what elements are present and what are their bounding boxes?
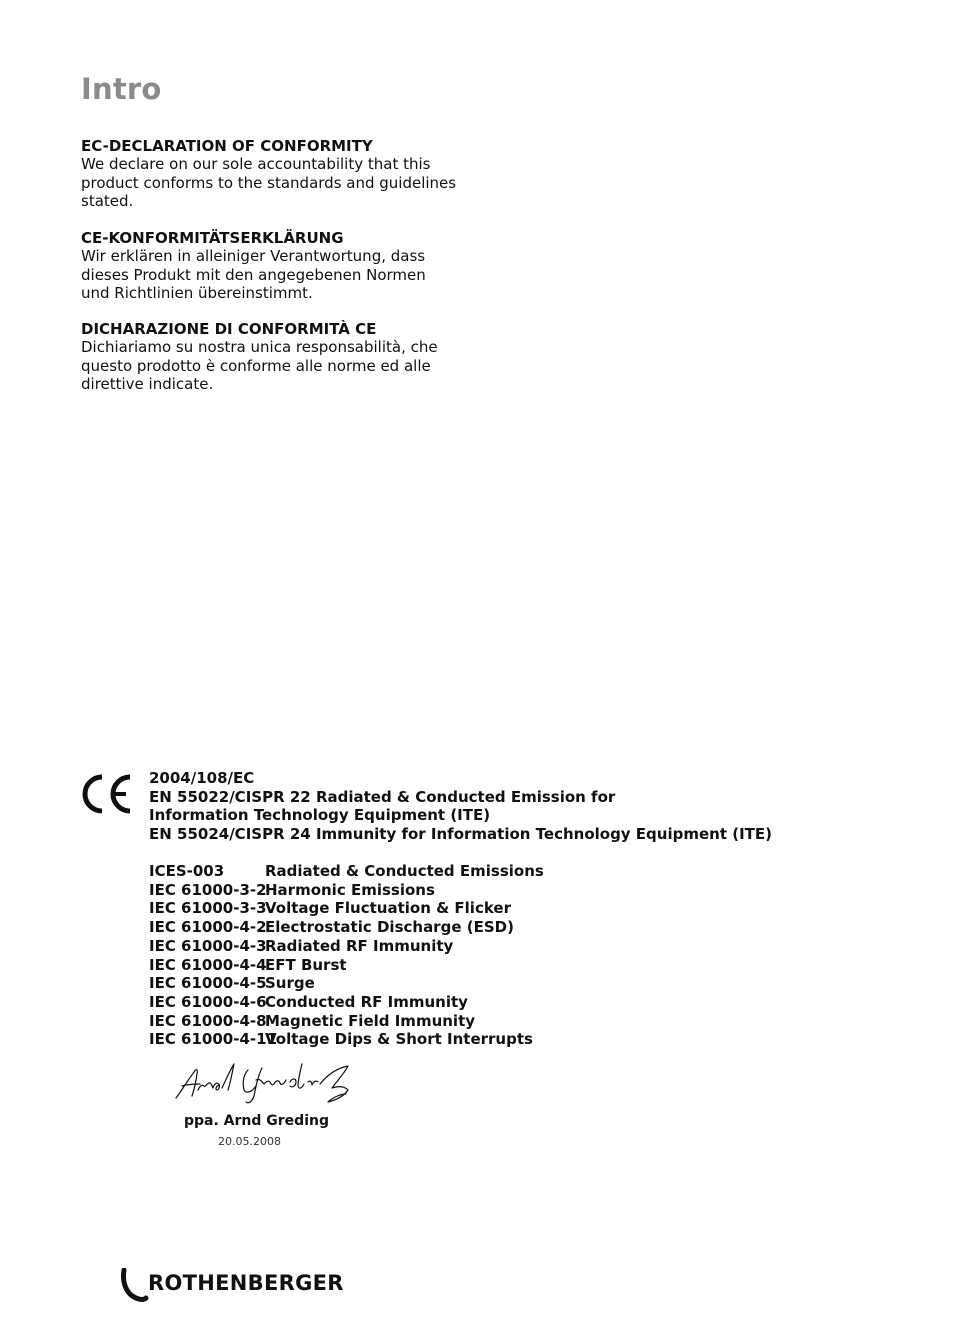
signer-name: ppa. Arnd Greding bbox=[184, 1113, 329, 1129]
standards-table bbox=[149, 862, 544, 1049]
directive-line: 2004/108/EC bbox=[149, 769, 255, 787]
standard-description: Radiated RF Immunity bbox=[265, 936, 454, 955]
declaration-german bbox=[81, 229, 501, 302]
standard-row bbox=[149, 862, 544, 881]
declaration-line: und Richtlinien übereinstimmt. bbox=[81, 283, 313, 302]
signature-date: 20.05.2008 bbox=[218, 1135, 281, 1148]
standard-row bbox=[149, 1012, 544, 1031]
standard-description: EFT Burst bbox=[265, 955, 347, 974]
standard-code: IEC 61000-4-2 bbox=[149, 918, 267, 937]
standard-code: IEC 61000-4-11 bbox=[149, 1030, 278, 1049]
standard-code: IEC 61000-4-4 bbox=[149, 955, 267, 974]
standard-description: Voltage Dips & Short Interrupts bbox=[265, 1030, 533, 1049]
brand-name: ROTHENBERGER bbox=[148, 1271, 344, 1295]
standard-code: IEC 61000-4-5 bbox=[149, 974, 267, 993]
standard-description: Magnetic Field Immunity bbox=[265, 1011, 476, 1030]
declaration-line: product conforms to the standards and guidelines bbox=[81, 173, 457, 192]
directive-line: EN 55024/CISPR 24 Immunity for Information Technology Equipment (ITE) bbox=[149, 825, 772, 844]
declaration-heading: DICHARAZIONE DI CONFORMITÀ CE bbox=[81, 320, 377, 338]
declaration-line: direttive indicate. bbox=[81, 374, 214, 393]
declaration-italian bbox=[81, 320, 501, 393]
ce-mark-icon bbox=[80, 773, 134, 815]
declaration-heading: EC-DECLARATION OF CONFORMITY bbox=[81, 137, 373, 155]
standard-row bbox=[149, 918, 544, 937]
standard-row bbox=[149, 937, 544, 956]
standard-description: Harmonic Emissions bbox=[265, 880, 435, 899]
signature-image bbox=[172, 1060, 362, 1108]
declaration-heading: CE-KONFORMITÄTSERKLÄRUNG bbox=[81, 229, 344, 247]
standard-code: IEC 61000-4-3 bbox=[149, 936, 267, 955]
standard-description: Conducted RF Immunity bbox=[265, 992, 468, 1011]
logo-hook-icon bbox=[120, 1268, 150, 1304]
standard-code: IEC 61000-4-8 bbox=[149, 1011, 267, 1030]
directive-line: Information Technology Equipment (ITE) bbox=[149, 806, 491, 825]
standard-description: Voltage Fluctuation & Flicker bbox=[265, 899, 511, 918]
declaration-line: dieses Produkt mit den angegebenen Normen bbox=[81, 265, 426, 284]
standard-code: ICES-003 bbox=[149, 862, 225, 880]
standard-row bbox=[149, 993, 544, 1012]
standard-row bbox=[149, 974, 544, 993]
standard-row bbox=[149, 899, 544, 918]
standard-description: Surge bbox=[265, 974, 315, 993]
standard-code: IEC 61000-4-6 bbox=[149, 992, 267, 1011]
declaration-line: Wir erklären in alleiniger Verantwortung, dass bbox=[81, 247, 426, 266]
declaration-english bbox=[81, 137, 501, 210]
standard-row bbox=[149, 956, 544, 975]
declaration-line: We declare on our sole accountability that this bbox=[81, 155, 431, 174]
page-title: Intro bbox=[81, 72, 162, 106]
standard-description: Electrostatic Discharge (ESD) bbox=[265, 918, 514, 937]
standard-row bbox=[149, 881, 544, 900]
standard-code: IEC 61000-3-2 bbox=[149, 880, 267, 899]
standard-row bbox=[149, 1030, 544, 1049]
directive-list bbox=[149, 769, 772, 844]
declaration-line: Dichiariamo su nostra unica responsabilità, che bbox=[81, 338, 438, 357]
standard-description: Radiated & Conducted Emissions bbox=[265, 862, 544, 880]
declaration-line: stated. bbox=[81, 191, 134, 210]
rothenberger-logo bbox=[120, 1266, 344, 1306]
declaration-line: questo prodotto è conforme alle norme ed alle bbox=[81, 356, 431, 375]
standard-code: IEC 61000-3-3 bbox=[149, 899, 267, 918]
directive-line: EN 55022/CISPR 22 Radiated & Conducted Emission for bbox=[149, 787, 616, 806]
